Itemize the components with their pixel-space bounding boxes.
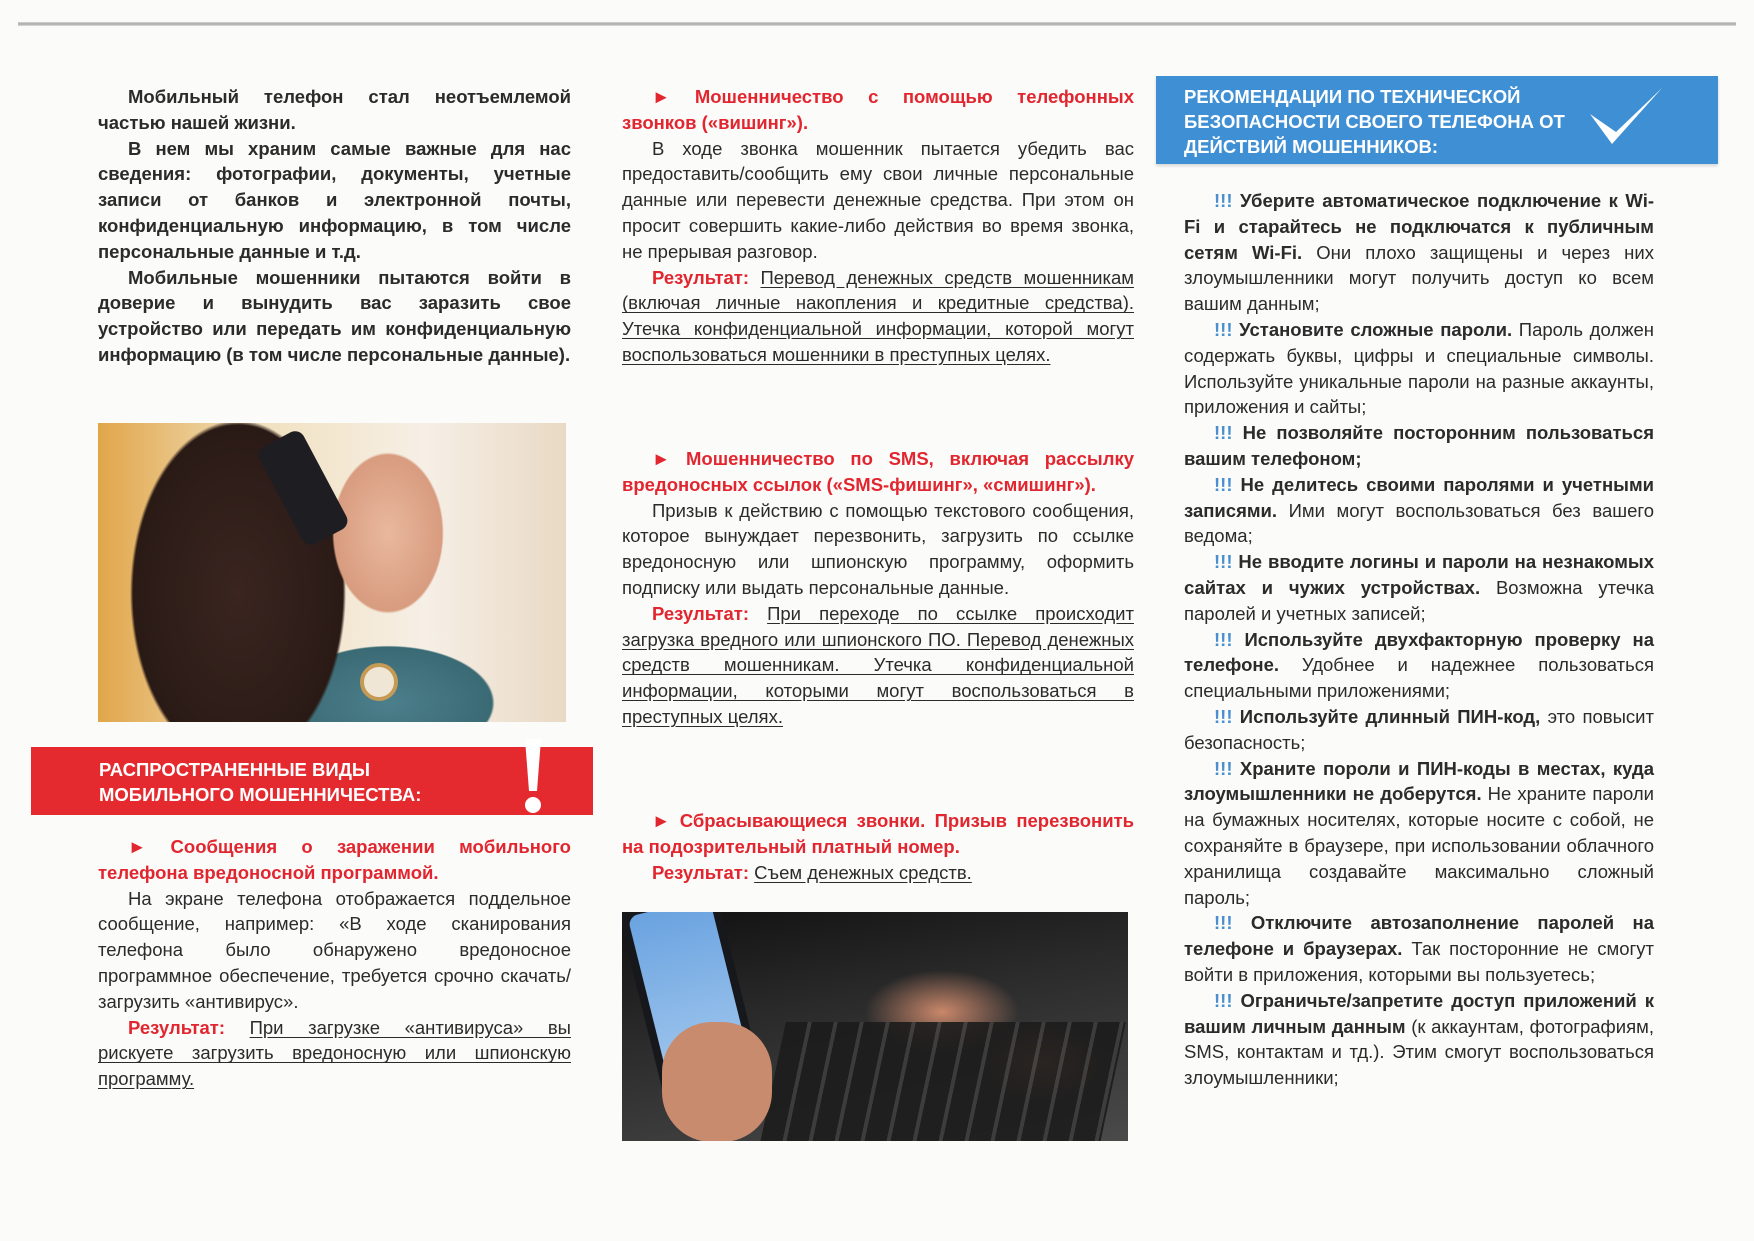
paragraph — [622, 860, 1134, 886]
woman-on-phone-photo — [98, 423, 566, 722]
red-label: ► Сбрасывающиеся звонки. Призыв перезвонить на подозрительный платный номер. — [622, 810, 1134, 857]
bullet-marker: !!! — [1214, 473, 1241, 495]
red-label: ► Мошенничество по SMS, включая рассылку вредоносных ссылок («SMS-фишинг», «смишинг»). — [622, 448, 1134, 495]
paragraph — [622, 84, 1134, 136]
red-label: Результат: — [652, 266, 761, 288]
paragraph — [622, 601, 1134, 730]
list-item — [1184, 188, 1654, 317]
body-text: Так посторонние не смогут войти в приложения, которыми вы пользуетесь; — [1184, 938, 1654, 985]
section-dropped-calls — [622, 808, 1134, 885]
paragraph — [98, 1015, 571, 1092]
result-text: Съем денежных средств. — [754, 861, 972, 883]
phone-icon — [255, 428, 351, 549]
list-item — [1184, 420, 1654, 472]
bold-text: Используйте двухфакторную проверку на телефоне. — [1184, 628, 1655, 676]
bullet-marker: !!! — [1214, 989, 1241, 1011]
paragraph — [622, 446, 1134, 498]
red-label: ► Мошенничество с помощью телефонных звонков («вишинг»). — [622, 86, 1134, 133]
bullet-marker: !!! — [1214, 422, 1243, 444]
intro-text — [98, 84, 571, 368]
body-text: Призыв к действию с помощью текстового сообщения, которое вынуждает перезвонить, загрузить по ссылке вредоносную или шпионскую программу, оформить подписку или выдать персональные данные. — [622, 499, 1134, 598]
bold-text: Не позволяйте посторонним пользоваться вашим телефоном; — [1184, 422, 1654, 469]
red-label: Результат: — [128, 1016, 250, 1038]
paragraph — [622, 265, 1134, 368]
list-item — [1184, 549, 1654, 626]
paragraph — [98, 886, 571, 1015]
paragraph — [622, 808, 1134, 860]
recommendations-banner — [1156, 76, 1718, 164]
bullet-marker: !!! — [1214, 190, 1240, 211]
body-text: Удобнее и надежнее пользоваться специальными приложениями; — [1184, 654, 1654, 702]
body-text: В ходе звонка мошенник пытается убедить вас предоставить/сообщить ему свои личные персональные данные или перевести денежные средства. При этом он просит совершить какие-либо действия во время звонка, не прерывая разговор. — [622, 137, 1134, 262]
body-text: Не храните пароли на бумажных носителях, которые носите с собой, не сохраняйте в браузере, при использовании облачного хранилища создавайте максимально сложный пароль; — [1184, 783, 1654, 908]
bold-text: Не делитесь своими паролями и учетными записями. — [1184, 473, 1655, 521]
paragraph — [622, 136, 1134, 265]
banner-title: РЕКОМЕНДАЦИИ ПО ТЕХНИЧЕСКОЙ БЕЗОПАСНОСТИ СВОЕГО ТЕЛЕФОНА ОТ ДЕЙСТВИЙ МОШЕННИКОВ: — [1184, 86, 1565, 157]
bold-text: Уберите автоматическое подключение к Wi-Fi и старайтесь не подключатся к публичным сетям Wi-Fi. — [1184, 190, 1654, 263]
list-item — [1184, 627, 1654, 704]
phone-and-laptop-photo — [622, 912, 1128, 1141]
checkmark-icon — [1586, 84, 1666, 156]
result-text: При загрузке «антивируса» вы рискуете загрузить вредоносную или шпионскую программу. — [98, 1016, 571, 1090]
bold-text: Отключите автозаполнение паролей на телефоне и браузерах. — [1184, 912, 1654, 960]
red-label: Результат: — [652, 602, 768, 624]
body-text: (к аккаунтам, фотографиям, SMS, контактам и тд.). Этим смогут воспользоваться злоумышленники; — [1184, 1015, 1654, 1089]
bold-text: Храните пороли и ПИН-коды в местах, куда злоумышленники не доберутся. — [1184, 757, 1655, 805]
bullet-marker: !!! — [1214, 912, 1251, 934]
section-virus-messages — [98, 834, 571, 1092]
paragraph — [98, 265, 571, 368]
paragraph — [622, 498, 1134, 601]
list-item — [1184, 910, 1654, 987]
result-text: При переходе по ссылке происходит загрузка вредного или шпионского ПО. Перевод денежных средств мошенникам. Утечка конфиденциальной информации, которыми могут воспользоваться в преступных целях. — [622, 602, 1134, 727]
section-vishing — [622, 84, 1134, 368]
bold-text: Ограничьте/запретите доступ приложений к вашим личным данным — [1184, 989, 1654, 1037]
watch-icon — [360, 663, 398, 701]
paragraph — [98, 84, 571, 136]
bold-text: Мобильные мошенники пытаются войти в доверие и вынудить вас заразить свое устройство или передать им конфиденциальную информацию (в том числе персональные данные). — [98, 266, 571, 365]
body-text: На экране телефона отображается поддельное сообщение, например: «В ходе сканирования телефона было обнаружено вредоносное программное обеспечение, требуется срочно скачать/загрузить «антивирус». — [98, 887, 571, 1012]
bullet-marker: !!! — [1214, 551, 1239, 573]
bullet-marker: !!! — [1214, 628, 1245, 650]
hand-icon — [662, 1022, 772, 1141]
bold-text: Установите сложные пароли. — [1239, 318, 1513, 340]
list-item — [1184, 756, 1654, 911]
paragraph — [98, 834, 571, 886]
bold-text: В нем мы храним самые важные для нас сведения: фотографии, документы, учетные записи от банков и электронной почты, конфиденциальную информацию, в том числе персональные данные и т.д. — [98, 137, 571, 262]
paragraph — [98, 136, 571, 265]
exclamation-icon — [521, 739, 545, 819]
body-text: это повысит безопасность; — [1184, 705, 1654, 753]
section-sms-phishing — [622, 446, 1134, 730]
page-fold-line — [18, 22, 1736, 26]
body-text: Они плохо защищены и через них злоумышленники могут получить доступ ко всем вашим данным; — [1184, 241, 1654, 315]
red-label: Результат: — [652, 861, 755, 883]
recommendations-list — [1184, 188, 1654, 1091]
list-item — [1184, 472, 1654, 549]
list-item — [1184, 704, 1654, 756]
bold-text: Используйте длинный ПИН-код, — [1239, 705, 1541, 727]
keyboard-icon — [758, 1022, 1126, 1141]
body-text: Пароль должен содержать буквы, цифры и специальные символы. Используйте уникальные пароли на разные аккаунты, приложения и сайты; — [1184, 318, 1655, 418]
body-text: Ими могут воспользоваться без вашего ведома; — [1184, 499, 1654, 547]
list-item — [1184, 988, 1654, 1091]
bullet-marker: !!! — [1214, 757, 1240, 779]
bullet-marker: !!! — [1214, 318, 1240, 340]
bullet-marker: !!! — [1214, 705, 1240, 727]
banner-title: РАСПРОСТРАНЕННЫЕ ВИДЫ МОБИЛЬНОГО МОШЕННИЧЕСТВА: — [99, 759, 422, 805]
list-item — [1184, 317, 1654, 420]
fraud-types-banner — [31, 747, 593, 815]
bold-text: Мобильный телефон стал неотъемлемой частью нашей жизни. — [98, 86, 571, 133]
bold-text: Не вводите логины и пароли на незнакомых сайтах и чужих устройствах. — [1184, 551, 1654, 598]
result-text: Перевод денежных средств мошенникам (включая личные накопления и кредитные средства). Утечка конфиденциальной информации, которой могут воспользоваться мошенники в преступных целях. — [622, 266, 1134, 365]
red-label: ► Сообщения о заражении мобильного телефона вредоносной программой. — [98, 836, 571, 883]
body-text: Возможна утечка паролей и учетных записей; — [1184, 576, 1654, 624]
